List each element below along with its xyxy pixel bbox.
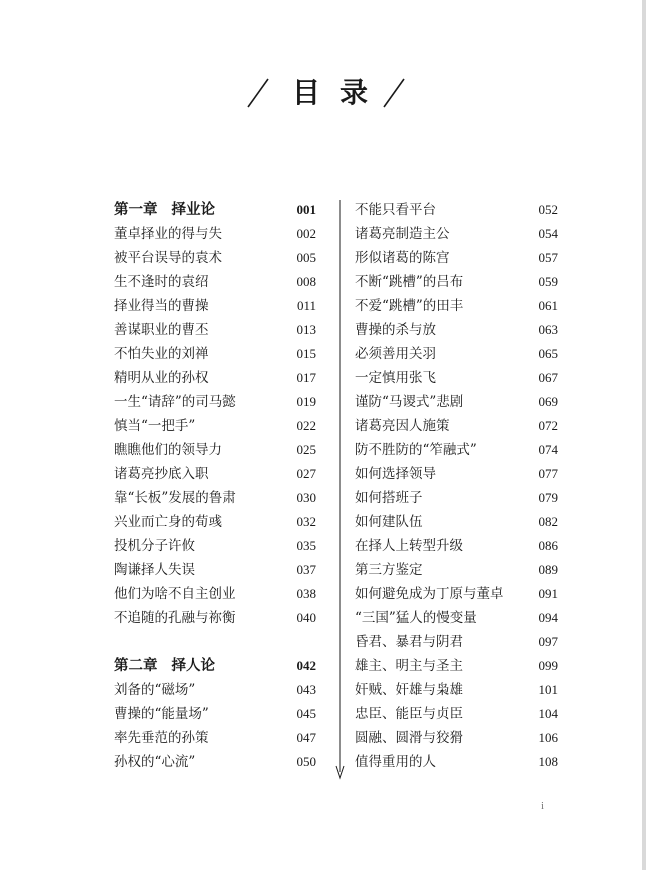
- toc-page-number: 035: [296, 538, 316, 553]
- toc-entry[interactable]: [114, 390, 316, 414]
- toc-entry-title: 如何选择领导: [355, 466, 436, 482]
- page-edge-shadow: [642, 0, 646, 870]
- toc-entry-title: 如何避免成为丁原与董卓: [355, 586, 504, 602]
- toc-page-number: 069: [538, 394, 558, 409]
- toc-entry-title: 一生“请辞”的司马懿: [114, 394, 236, 410]
- toc-entry[interactable]: [355, 366, 558, 390]
- toc-entry[interactable]: [114, 534, 316, 558]
- toc-entry-title: 慎当“一把手”: [114, 418, 196, 434]
- toc-page-number: 099: [538, 658, 558, 673]
- toc-entry-title: 忠臣、能臣与贞臣: [355, 706, 463, 722]
- toc-entry-title: 孙权的“心流”: [114, 754, 196, 770]
- chapter-label: [114, 654, 215, 678]
- chapter-spacer: [114, 630, 316, 654]
- toc-entry-title: 必须善用关羽: [355, 346, 436, 362]
- toc-entry-title: 形似诸葛的陈宫: [355, 250, 450, 266]
- toc-entry[interactable]: [355, 198, 558, 222]
- toc-entry-title: 瞧瞧他们的领导力: [114, 442, 222, 458]
- toc-entry-title: 谨防“马谡式”悲剧: [355, 394, 464, 410]
- toc-page-number: 074: [538, 442, 558, 457]
- toc-entry[interactable]: [355, 222, 558, 246]
- title-slash-left: [246, 78, 270, 108]
- toc-page-number: 043: [296, 682, 316, 697]
- toc-entry[interactable]: [114, 318, 316, 342]
- toc-entry-title: “三国”猛人的慢变量: [355, 610, 477, 626]
- toc-entry[interactable]: [114, 270, 316, 294]
- toc-entry-title: 如何搭班子: [355, 490, 423, 506]
- toc-page-number: 015: [296, 346, 316, 361]
- page-folio: i: [541, 800, 545, 812]
- toc-entry-title: 值得重用的人: [355, 754, 436, 770]
- toc-entry[interactable]: [355, 534, 558, 558]
- toc-entry-title: 圆融、圆滑与狡猾: [355, 730, 463, 746]
- toc-entry-title: 在择人上转型升级: [355, 538, 463, 554]
- toc-page-number: 086: [538, 538, 558, 553]
- toc-page-number: 027: [296, 466, 316, 481]
- toc-page-number: 005: [296, 250, 316, 265]
- toc-page-number: 001: [296, 202, 316, 217]
- toc-entry-title: 诸葛亮制造主公: [355, 226, 450, 242]
- toc-entry[interactable]: [355, 606, 558, 630]
- toc-entry-title: 率先垂范的孙策: [114, 730, 209, 746]
- toc-entry[interactable]: [114, 606, 316, 630]
- toc-page-number: 040: [296, 610, 316, 625]
- toc-entry[interactable]: [355, 558, 558, 582]
- toc-entry[interactable]: [114, 678, 316, 702]
- toc-page-number: 022: [296, 418, 316, 433]
- toc-entry-title: 兴业而亡身的荀彧: [114, 514, 222, 530]
- title-slash-right: [382, 78, 406, 108]
- toc-entry[interactable]: [355, 582, 558, 606]
- toc-page-number: 108: [538, 754, 558, 769]
- toc-entry-title: 他们为啥不自主创业: [114, 586, 236, 602]
- toc-page-number: 050: [296, 754, 316, 769]
- toc-entry[interactable]: [355, 246, 558, 270]
- toc-page-number: 054: [538, 226, 558, 241]
- toc-page-number: 097: [538, 634, 558, 649]
- toc-page-number: 072: [538, 418, 558, 433]
- toc-entry[interactable]: [114, 222, 316, 246]
- toc-page-number: 089: [538, 562, 558, 577]
- toc-entry-title: 刘备的“磁场”: [114, 682, 196, 698]
- toc-entry[interactable]: [114, 462, 316, 486]
- toc-page-number: 037: [296, 562, 316, 577]
- toc-entry-title: 不追随的孔融与祢衡: [114, 610, 236, 626]
- toc-entry-title: 被平台误导的袁术: [114, 250, 222, 266]
- toc-chapter-heading[interactable]: [114, 198, 316, 222]
- toc-entry-title: 昏君、暴君与阴君: [355, 634, 463, 650]
- toc-entry[interactable]: [114, 726, 316, 750]
- toc-entry-title: 不爱“跳槽”的田丰: [355, 298, 464, 314]
- toc-page-number: 065: [538, 346, 558, 361]
- toc-page-number: 038: [296, 586, 316, 601]
- toc-entry-title: 董卓择业的得与失: [114, 226, 222, 242]
- toc-entry-title: 一定慎用张飞: [355, 370, 436, 386]
- toc-page-number: 104: [538, 706, 558, 721]
- toc-entry[interactable]: [355, 318, 558, 342]
- toc-entry[interactable]: [114, 438, 316, 462]
- toc-page-number: 017: [296, 370, 316, 385]
- toc-entry-title: 奸贼、奸雄与枭雄: [355, 682, 463, 698]
- toc-title: [0, 74, 646, 118]
- toc-entry[interactable]: [114, 582, 316, 606]
- toc-entry-title: 靠“长板”发展的鲁肃: [114, 490, 236, 506]
- toc-page-number: 002: [296, 226, 316, 241]
- toc-entry[interactable]: [355, 702, 558, 726]
- toc-entry[interactable]: [114, 246, 316, 270]
- toc-entry[interactable]: [355, 486, 558, 510]
- toc-entry-title: 曹操的“能量场”: [114, 706, 209, 722]
- toc-page-number: 025: [296, 442, 316, 457]
- toc-page-number: 042: [296, 658, 316, 673]
- toc-entry[interactable]: [355, 726, 558, 750]
- toc-entry[interactable]: [355, 630, 558, 654]
- toc-entry[interactable]: [114, 750, 316, 774]
- toc-entry-title: 雄主、明主与圣主: [355, 658, 463, 674]
- toc-page-number: 045: [296, 706, 316, 721]
- toc-page-number: 094: [538, 610, 558, 625]
- toc-entry[interactable]: [355, 390, 558, 414]
- toc-entry[interactable]: [114, 510, 316, 534]
- toc-entry-title: 诸葛亮因人施策: [355, 418, 450, 434]
- toc-entry[interactable]: [114, 558, 316, 582]
- toc-entry-title: 生不逢时的袁绍: [114, 274, 209, 290]
- toc-entry-title: 防不胜防的“笮融式”: [355, 442, 477, 458]
- column-divider-arrow: [335, 200, 345, 780]
- title-char-lu: 录: [340, 76, 369, 109]
- toc-entry-title: 不断“跳槽”的吕布: [355, 274, 464, 290]
- toc-entry-title: 曹操的杀与放: [355, 322, 436, 338]
- toc-page-number: 013: [296, 322, 316, 337]
- toc-page-number: 047: [296, 730, 316, 745]
- toc-page-number: 091: [538, 586, 558, 601]
- toc-entry[interactable]: [355, 270, 558, 294]
- toc-entry[interactable]: [355, 510, 558, 534]
- toc-page-number: 059: [538, 274, 558, 289]
- toc-entry-title: 善谋职业的曹丕: [114, 322, 209, 338]
- toc-left-column: [114, 198, 316, 774]
- toc-entry-title: 投机分子许攸: [114, 538, 195, 554]
- toc-entry[interactable]: [114, 294, 316, 318]
- toc-entry[interactable]: [355, 342, 558, 366]
- toc-page-number: 082: [538, 514, 558, 529]
- toc-page-number: 030: [296, 490, 316, 505]
- toc-page-number: 019: [296, 394, 316, 409]
- toc-entry-title: 如何建队伍: [355, 514, 423, 530]
- toc-page-number: 052: [538, 202, 558, 217]
- toc-entry[interactable]: [114, 414, 316, 438]
- toc-entry-title: 第三方鉴定: [355, 562, 423, 578]
- toc-chapter-heading[interactable]: [114, 654, 316, 678]
- toc-entry-title: 择业得当的曹操: [114, 298, 209, 314]
- toc-entry[interactable]: [355, 294, 558, 318]
- toc-page-number: 061: [538, 298, 558, 313]
- toc-entry[interactable]: [114, 702, 316, 726]
- toc-right-column: [355, 198, 558, 774]
- toc-entry[interactable]: [114, 366, 316, 390]
- chapter-label: [114, 198, 215, 222]
- toc-page-number: 057: [538, 250, 558, 265]
- toc-page-number: 032: [296, 514, 316, 529]
- toc-page-number: 077: [538, 466, 558, 481]
- toc-entry-title: 陶谦择人失误: [114, 562, 195, 578]
- toc-page-number: 067: [538, 370, 558, 385]
- toc-page-number: 106: [538, 730, 558, 745]
- toc-entry-title: 不能只看平台: [355, 202, 436, 218]
- toc-entry[interactable]: [355, 462, 558, 486]
- toc-page-number: 011: [296, 298, 316, 313]
- chapter-number: 第二章: [114, 657, 158, 674]
- toc-entry[interactable]: [114, 486, 316, 510]
- toc-entry[interactable]: [355, 750, 558, 774]
- toc-page-number: 101: [538, 682, 558, 697]
- toc-page-number: 079: [538, 490, 558, 505]
- toc-page-number: 063: [538, 322, 558, 337]
- toc-entry-title: 诸葛亮抄底入职: [114, 466, 209, 482]
- toc-entry[interactable]: [355, 654, 558, 678]
- toc-entry-title: 不怕失业的刘禅: [114, 346, 209, 362]
- title-char-mu: 目: [292, 76, 321, 109]
- toc-entry[interactable]: [355, 678, 558, 702]
- chapter-number: 第一章: [114, 201, 158, 218]
- toc-entry[interactable]: [355, 414, 558, 438]
- toc-entry[interactable]: [355, 438, 558, 462]
- toc-page-number: 008: [296, 274, 316, 289]
- toc-entry-title: 精明从业的孙权: [114, 370, 209, 386]
- chapter-name: 择人论: [171, 657, 215, 674]
- toc-entry[interactable]: [114, 342, 316, 366]
- chapter-name: 择业论: [171, 201, 215, 218]
